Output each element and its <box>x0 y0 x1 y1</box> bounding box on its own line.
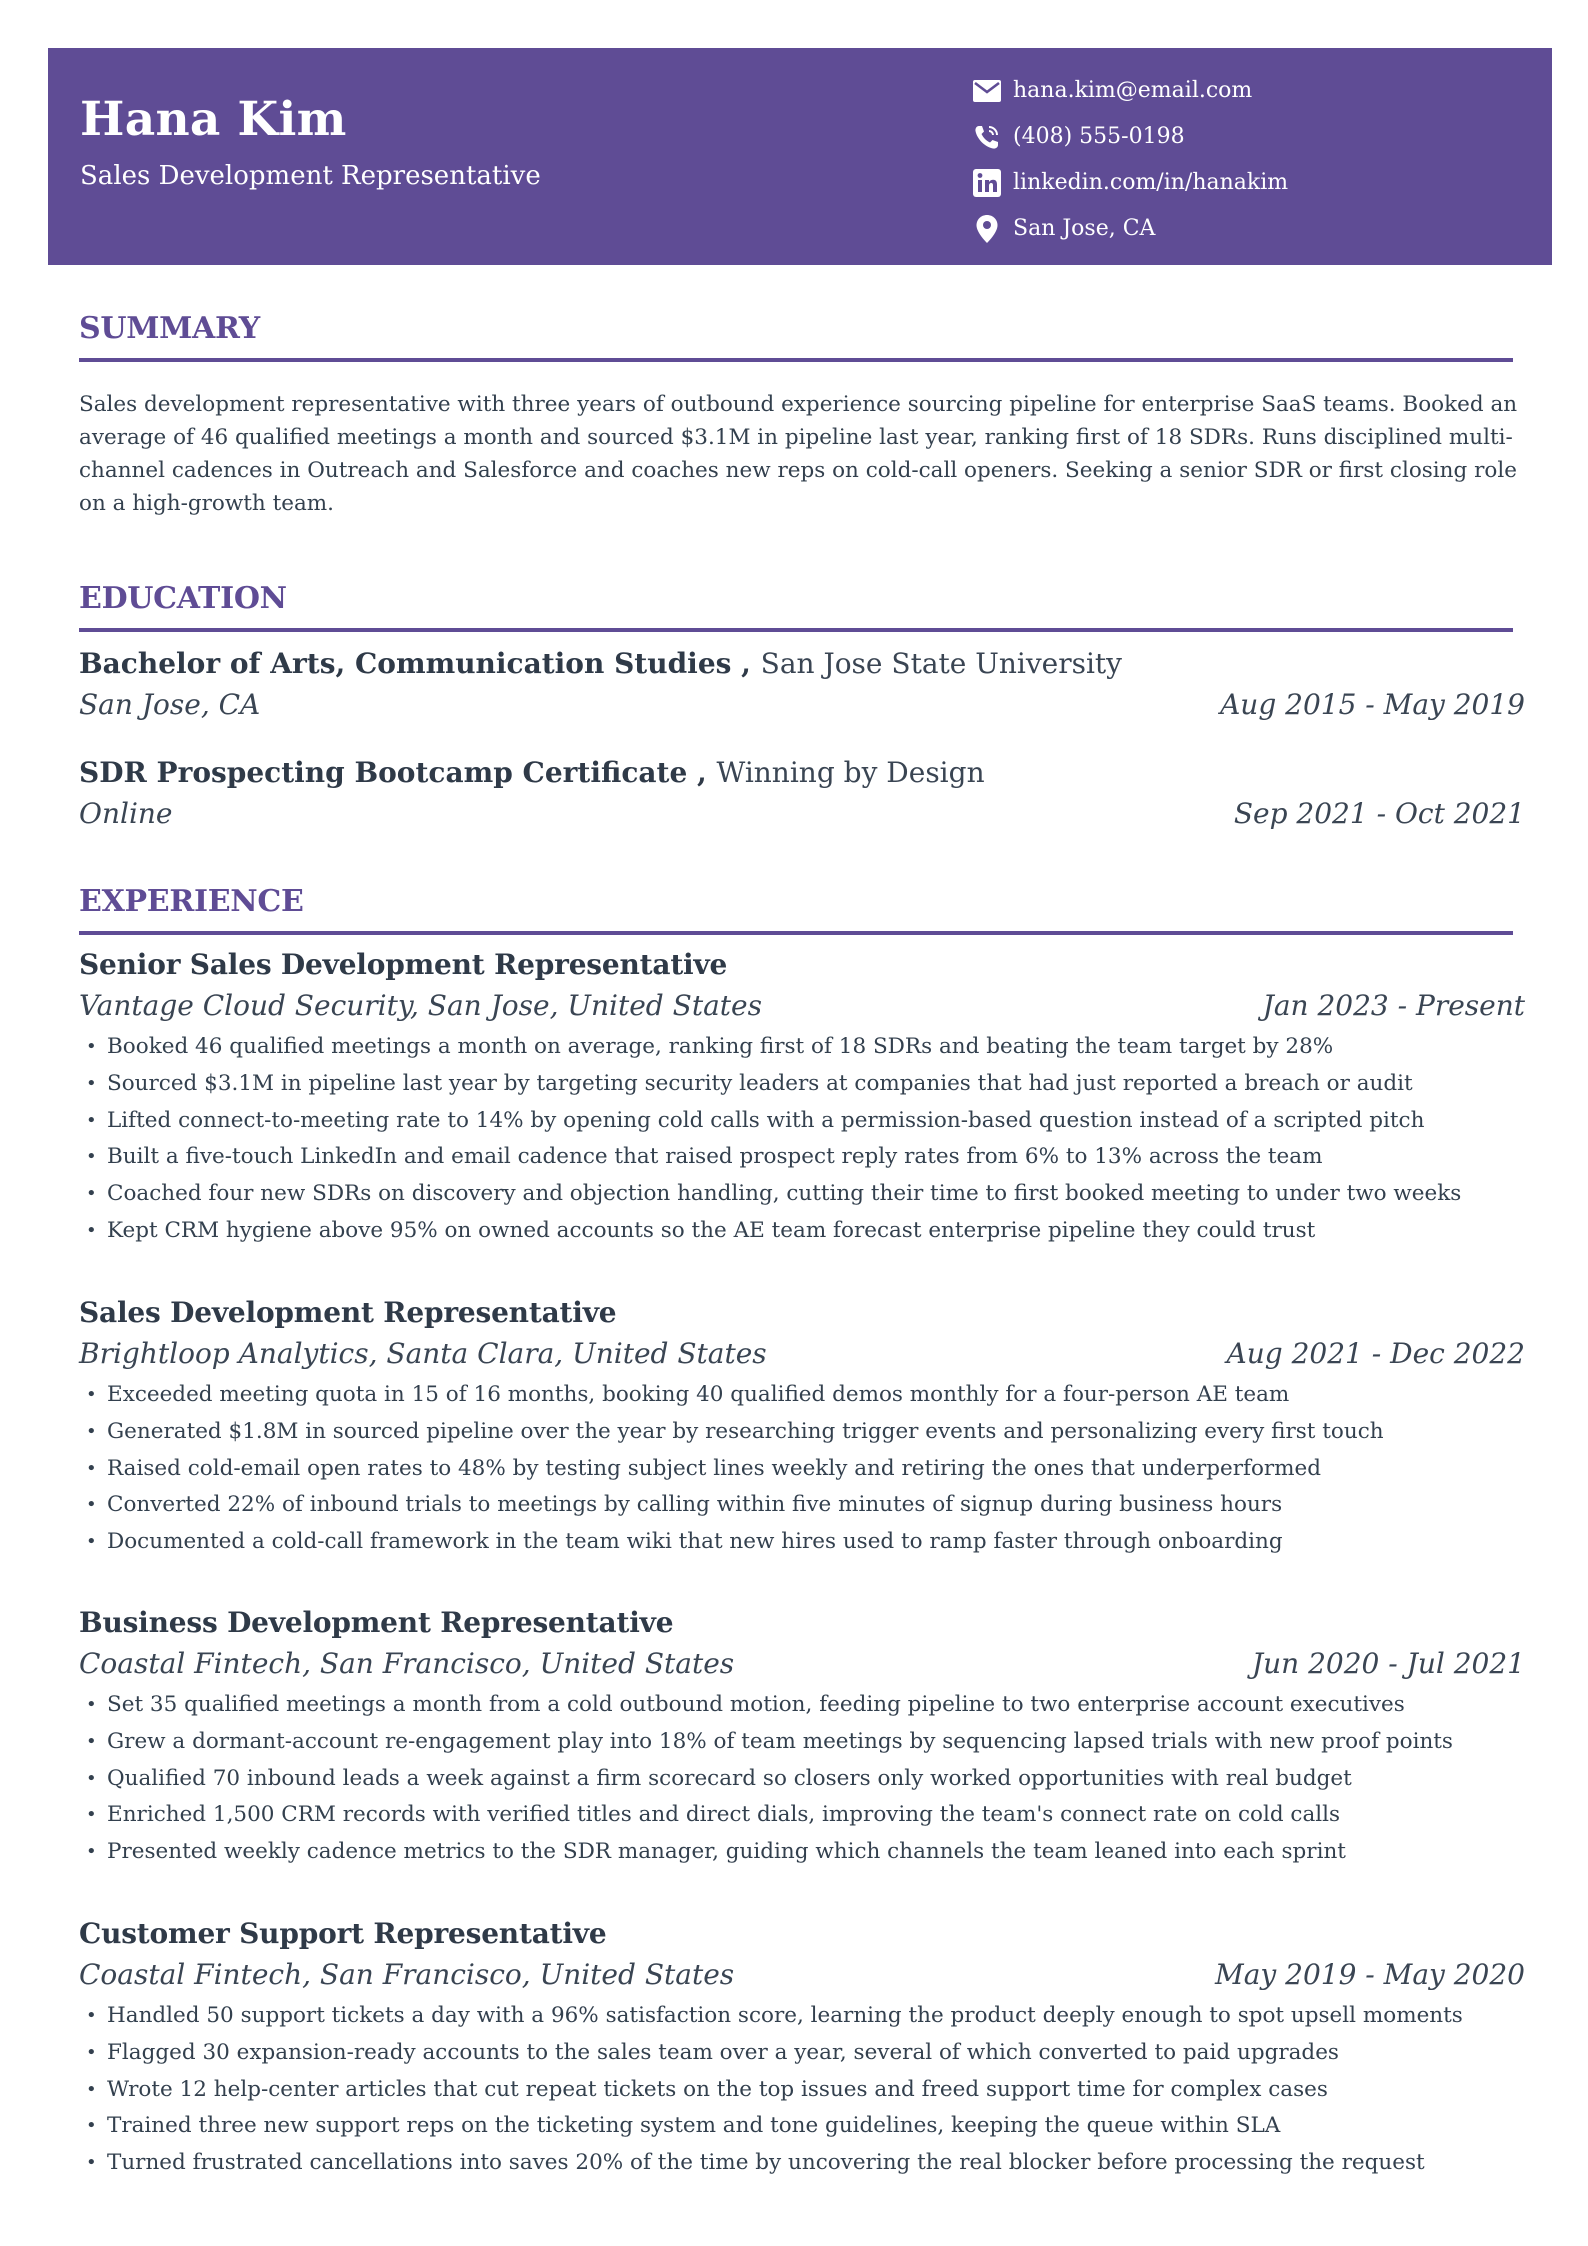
bullet-item: • Flagged 30 expansion-ready accounts to the sales team over a year, several of which converted to paid upgrades <box>79 2035 1525 2072</box>
job-bullets <box>79 1377 1525 1561</box>
section-heading-experience: EXPERIENCE <box>79 884 304 919</box>
education-location: Online <box>79 797 173 830</box>
experience-section <box>79 884 1525 935</box>
bullet-item: • Converted 22% of inbound trials to meetings by calling within five minutes of signup during business hours <box>79 1487 1525 1524</box>
job-company: Vantage Cloud Security, San Jose, United States <box>79 989 762 1022</box>
job-meta <box>79 1954 1525 1996</box>
education-entry <box>79 644 1525 726</box>
bullet-item: • Presented weekly cadence metrics to the SDR manager, guiding which channels the team leaned into each sprint <box>79 1834 1525 1871</box>
bullet-item: • Wrote 12 help-center articles that cut repeat tickets on the top issues and freed support time for complex cases <box>79 2072 1525 2109</box>
linkedin-icon <box>971 167 1003 199</box>
section-divider <box>79 628 1513 632</box>
header-banner <box>48 48 1552 265</box>
bullet-item: • Raised cold-email open rates to 48% by testing subject lines weekly and retiring the ones that underperformed <box>79 1451 1525 1488</box>
education-degree-line: SDR Prospecting Bootcamp Certificate , Winning by Design <box>79 756 985 789</box>
job-dates: Jan 2023 - Present <box>1262 989 1525 1022</box>
bullet-item: • Coached four new SDRs on discovery and objection handling, cutting their time to first booked meeting to under two weeks <box>79 1176 1525 1213</box>
job-company: Coastal Fintech, San Francisco, United States <box>79 1647 735 1680</box>
education-degree-line: Bachelor of Arts, Communication Studies , San Jose State University <box>79 647 1122 680</box>
contact-email[interactable] <box>971 68 1288 114</box>
contact-phone[interactable] <box>971 114 1288 160</box>
education-degree: SDR Prospecting Bootcamp Certificate <box>79 756 688 789</box>
section-divider <box>79 931 1513 935</box>
bullet-item: • Built a five-touch LinkedIn and email cadence that raised prospect reply rates from 6% to 13% across the team <box>79 1139 1525 1176</box>
section-divider <box>79 358 1513 362</box>
education-dates: Sep 2021 - Oct 2021 <box>1233 797 1525 830</box>
location-pin-icon <box>971 213 1003 245</box>
job-title: Business Development Representative <box>79 1606 674 1639</box>
job-bullets <box>79 1998 1525 2182</box>
education-institution: Winning by Design <box>716 756 985 789</box>
education-location: San Jose, CA <box>79 688 261 721</box>
contact-location-text: San Jose, CA <box>1013 216 1156 241</box>
bullet-item: • Generated $1.8M in sourced pipeline over the year by researching trigger events and personalizing every first touch <box>79 1414 1525 1451</box>
job-meta <box>79 1643 1525 1685</box>
phone-icon <box>971 121 1003 153</box>
job-title: Customer Support Representative <box>79 1917 607 1950</box>
bullet-item: • Qualified 70 inbound leads a week against a firm scorecard so closers only worked opportunities with real budget <box>79 1761 1525 1798</box>
candidate-title: Sales Development Representative <box>80 161 541 191</box>
job-entry <box>79 1293 1525 1561</box>
section-heading-summary: SUMMARY <box>79 311 260 346</box>
education-meta <box>79 793 1525 835</box>
job-dates: Aug 2021 - Dec 2022 <box>1226 1337 1525 1370</box>
job-company: Coastal Fintech, San Francisco, United States <box>79 1958 735 1991</box>
job-dates: Jun 2020 - Jul 2021 <box>1251 1647 1525 1680</box>
contact-email-text: hana.kim@email.com <box>1013 78 1253 103</box>
candidate-name: Hana Kim <box>80 92 347 147</box>
contact-linkedin[interactable] <box>971 160 1288 206</box>
bullet-item: • Grew a dormant-account re-engagement play into 18% of team meetings by sequencing lapsed trials with new proof points <box>79 1724 1525 1761</box>
job-bullets <box>79 1687 1525 1871</box>
summary-section <box>79 311 1525 362</box>
bullet-item: • Documented a cold-call framework in the team wiki that new hires used to ramp faster through onboarding <box>79 1524 1525 1561</box>
bullet-item: • Handled 50 support tickets a day with a 96% satisfaction score, learning the product deeply enough to spot upsell moments <box>79 1998 1525 2035</box>
summary-text: Sales development representative with three years of outbound experience sourcing pipeline for enterprise SaaS teams. Booked an average of 46 qualified meetings a month and sourced $3.1M in pipeline last year, ranking first of 18 SDRs. Runs disciplined multi-channel cadences in Outreach and Salesforce and coaches new reps on cold-call openers. Seeking a senior SDR or first closing role on a high-growth team. <box>79 392 1518 516</box>
bullet-item: • Trained three new support reps on the ticketing system and tone guidelines, keeping the queue within SLA <box>79 2108 1525 2145</box>
education-degree: Bachelor of Arts, Communication Studies <box>79 647 732 680</box>
bullet-item: • Set 35 qualified meetings a month from a cold outbound motion, feeding pipeline to two enterprise account executives <box>79 1687 1525 1724</box>
job-meta <box>79 985 1525 1027</box>
job-title: Senior Sales Development Representative <box>79 948 728 981</box>
contact-phone-text: (408) 555-0198 <box>1013 124 1185 149</box>
bullet-item: • Exceeded meeting quota in 15 of 16 months, booking 40 qualified demos monthly for a four-person AE team <box>79 1377 1525 1414</box>
job-company: Brightloop Analytics, Santa Clara, United States <box>79 1337 767 1370</box>
job-bullets <box>79 1029 1525 1250</box>
education-section <box>79 581 1525 632</box>
mail-icon <box>971 75 1003 107</box>
education-dates: Aug 2015 - May 2019 <box>1220 688 1525 721</box>
section-heading-education: EDUCATION <box>79 581 287 616</box>
job-meta <box>79 1333 1525 1375</box>
education-meta <box>79 684 1525 726</box>
bullet-item: • Turned frustrated cancellations into saves 20% of the time by uncovering the real blocker before processing the request <box>79 2145 1525 2182</box>
job-entry <box>79 945 1525 1250</box>
bullet-item: • Lifted connect-to-meeting rate to 14% by opening cold calls with a permission-based question instead of a scripted pitch <box>79 1103 1525 1140</box>
contact-location <box>971 206 1288 252</box>
education-institution: San Jose State University <box>760 647 1122 680</box>
bullet-item: • Kept CRM hygiene above 95% on owned accounts so the AE team forecast enterprise pipeline they could trust <box>79 1213 1525 1250</box>
education-entry <box>79 753 1525 835</box>
bullet-item: • Booked 46 qualified meetings a month on average, ranking first of 18 SDRs and beating the team target by 28% <box>79 1029 1525 1066</box>
bullet-item: • Enriched 1,500 CRM records with verified titles and direct dials, improving the team's connect rate on cold calls <box>79 1797 1525 1834</box>
job-entry <box>79 1914 1525 2182</box>
job-title: Sales Development Representative <box>79 1296 617 1329</box>
contact-list <box>971 68 1288 252</box>
contact-linkedin-text: linkedin.com/in/hanakim <box>1013 170 1289 195</box>
bullet-item: • Sourced $3.1M in pipeline last year by targeting security leaders at companies that had just reported a breach or audit <box>79 1066 1525 1103</box>
job-entry <box>79 1603 1525 1871</box>
job-dates: May 2019 - May 2020 <box>1215 1958 1525 1991</box>
